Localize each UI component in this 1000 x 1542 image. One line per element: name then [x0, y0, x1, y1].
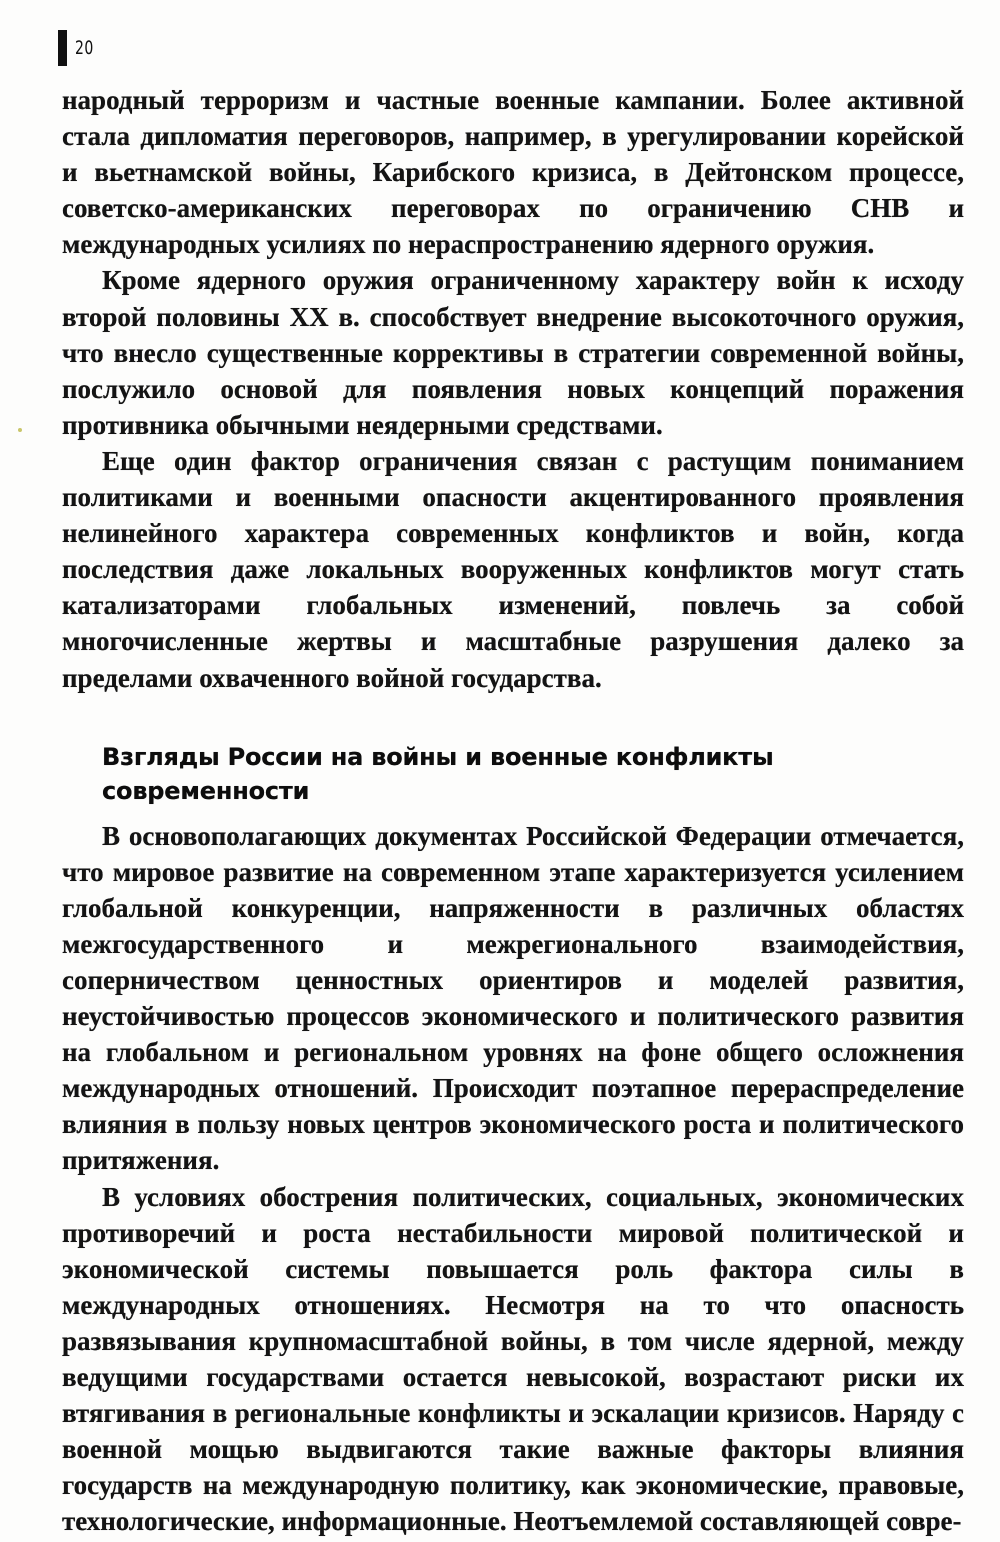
paragraph: В основополагающих документах Российской Федерации отмечается, что мировое развитие на современном этапе характеризуется усилением глобальной конкуренции, напряженности в различных областях межгосударственного и межрегионального взаимодействия, соперничеством ценностных ориентиров и моделей развития, неустойчивостью процессов экономического и политического развития на глобальном и региональном уровнях на фоне общего осложнения международных отношений. Происходит поэтапное перераспределение влияния в пользу новых центров экономического роста и политического притяжения. — [62, 820, 964, 1176]
page-body — [62, 82, 964, 1539]
paragraph: В условиях обострения политических, социальных, экономических противоречий и роста нестабильности мировой политической и экономической системы повышается роль фактора силы в международных отношениях. Несмотря на то что опасность развязывания крупномасштабной войны, в том числе ядерной, между ведущими государствами остается невысокой, возрастают риски их втягивания в региональные конфликты и эскалации кризисов. Наряду с военной мощью выдвигаются такие важные факторы влияния государств на международную политику, как экономические, правовые, технологические, информационные. Неотъемлемой составляющей совре- — [62, 1181, 964, 1537]
page-marker-bar — [58, 30, 67, 66]
scan-speck — [18, 428, 22, 432]
paragraph-continuation: народный терроризм и частные военные кампании. Более активной стала дипломатия переговоров, например, в урегулировании корейской и вьетнамской войны, Карибского кризиса, в Дейтонском процессе, советско-американских переговорах по ограничению СНВ и международных усилиях по нераспространению ядерного оружия. — [62, 85, 964, 260]
paragraph: Кроме ядерного оружия ограниченному характеру войн к исходу второй половины XX в. способствует внедрение высокоточного оружия, что внесло существенные коррективы в стратегии современной войны, послужило основой для появления новых концепций поражения противника обычными неядерными средствами. — [62, 265, 964, 440]
page-number: 20 — [75, 37, 94, 59]
section-heading: Взгляды России на войны и военные конфликты современности — [102, 742, 774, 805]
page-header — [58, 28, 98, 68]
paragraph: Еще один фактор ограничения связан с растущим пониманием политиками и военными опасности акцентированного проявления нелинейного характера современных конфликтов и войн, когда последствия даже локальных вооруженных конфликтов могут стать катализаторами глобальных изменений, повлечь за собой многочисленные жертвы и масштабные разрушения далеко за пределами охваченного войной государства. — [62, 445, 964, 693]
